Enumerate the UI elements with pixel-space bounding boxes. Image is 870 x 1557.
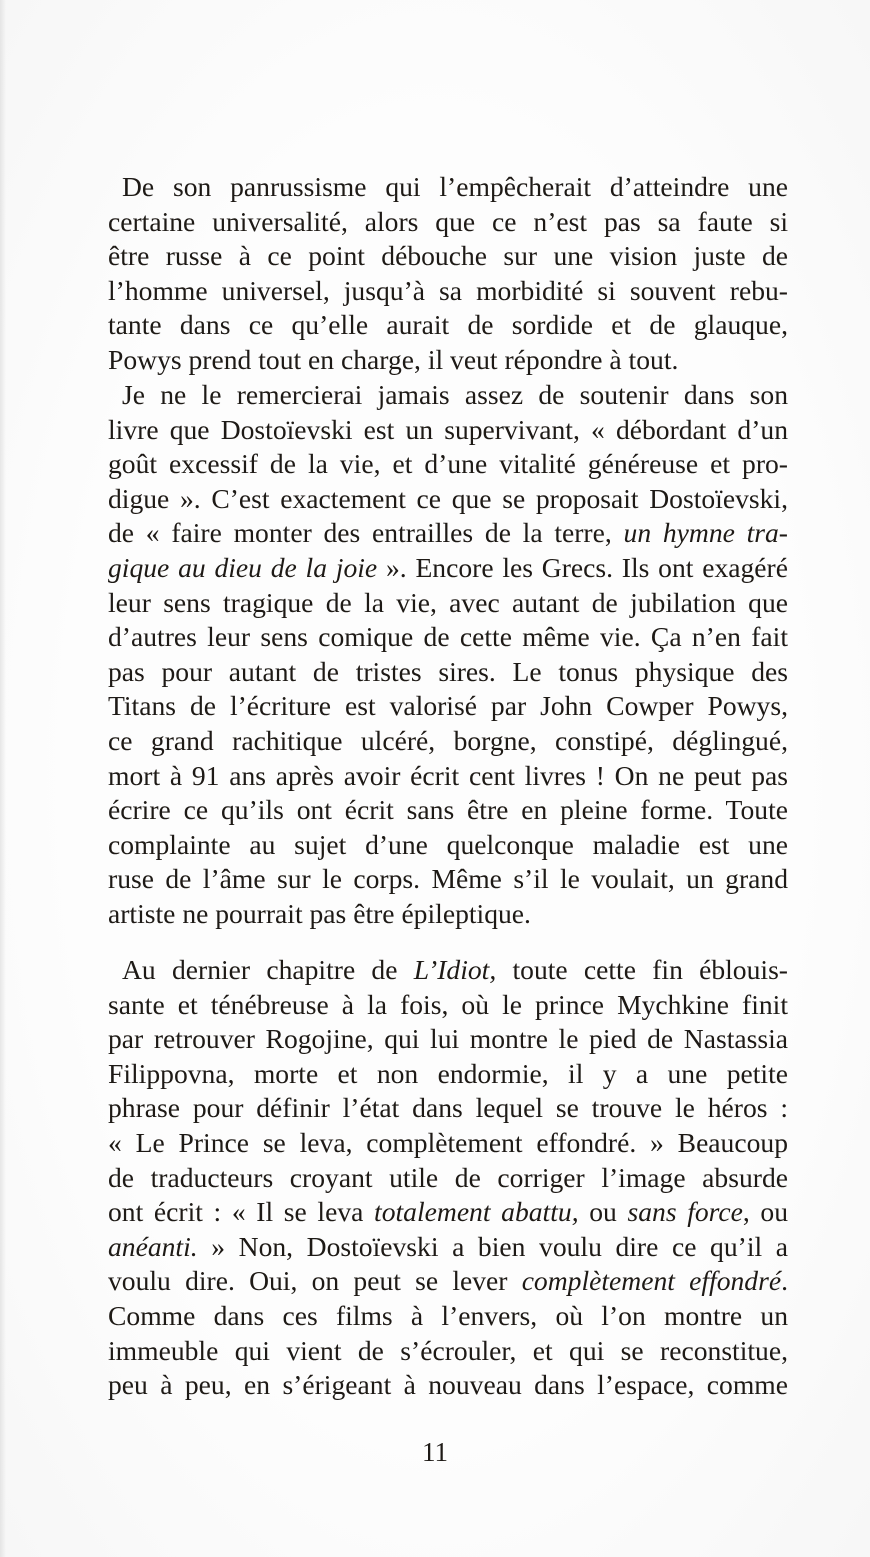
text-line xyxy=(108,378,788,413)
text-line xyxy=(108,1057,788,1092)
text-line xyxy=(108,1299,788,1334)
text-run: peu à peu, en s’érigeant à nouveau dans l’espace, comme xyxy=(108,1369,788,1401)
text-line xyxy=(108,759,788,794)
text-run: Titans de l’écriture est valorisé par John Cowper Powys, xyxy=(108,690,788,722)
text-line xyxy=(108,1022,788,1057)
text-run: , ou xyxy=(742,1196,789,1228)
text-run: digue ». C’est exactement ce que se proposait Dostoïevski, xyxy=(108,482,788,514)
text-run: complainte au sujet d’une quelconque maladie est une xyxy=(108,828,788,860)
italic-text: sans force xyxy=(627,1196,743,1228)
text-run: par retrouver Rogojine, qui lui montre le pied de Nastassia xyxy=(108,1023,788,1055)
text-line xyxy=(108,343,788,378)
text-line xyxy=(108,1230,788,1265)
page-edge-shadow xyxy=(0,0,6,1557)
text-run: de « faire monter des entrailles de la terre, xyxy=(108,517,624,549)
text-run: . xyxy=(781,1265,788,1297)
text-run: toute cette fin éblouis- xyxy=(496,954,788,985)
text-run: ont écrit : « Il se leva xyxy=(108,1196,375,1228)
text-line xyxy=(108,793,788,828)
text-run: » Non, Dostoïevski a bien voulu dire ce qu’il a xyxy=(197,1230,788,1262)
italic-text: un hymne tra- xyxy=(623,517,788,549)
text-run: ou xyxy=(578,1196,628,1228)
text-line xyxy=(108,413,788,448)
text-run: d’autres leur sens comique de cette même vie. Ça n’en fait xyxy=(108,621,788,653)
text-line xyxy=(108,170,788,205)
text-run: être russe à ce point débouche sur une vision juste de xyxy=(108,240,788,272)
text-line xyxy=(108,1334,788,1369)
italic-text: gique au dieu de la joie xyxy=(108,551,378,583)
text-line xyxy=(108,1195,788,1230)
text-run: pas pour autant de tristes sires. Le tonus physique des xyxy=(108,655,788,687)
text-run: immeuble qui vient de s’écrouler, et qui se reconstitue, xyxy=(108,1334,788,1366)
text-line xyxy=(108,655,788,690)
text-line xyxy=(108,205,788,240)
text-line xyxy=(108,1126,788,1161)
text-run: Au dernier chapitre de xyxy=(122,954,414,985)
text-line xyxy=(108,724,788,759)
text-line xyxy=(108,953,788,988)
text-line xyxy=(108,620,788,655)
text-line xyxy=(108,239,788,274)
text-run: sante et ténébreuse à la fois, où le prince Mychkine finit xyxy=(108,988,788,1020)
text-line xyxy=(108,447,788,482)
text-run: ce grand rachitique ulcéré, borgne, constipé, déglingué, xyxy=(108,724,788,756)
italic-text: anéanti. xyxy=(108,1230,198,1262)
text-line xyxy=(108,1368,788,1403)
text-run: Powys prend tout en charge, il veut répondre à tout. xyxy=(108,343,679,375)
page-number: 11 xyxy=(422,1437,448,1467)
text-run: ». Encore les Grecs. Ils ont exagéré xyxy=(377,551,788,583)
text-line xyxy=(108,274,788,309)
text-line xyxy=(108,1161,788,1196)
text-run: livre que Dostoïevski est un supervivant, « débordant d’un xyxy=(108,413,788,445)
text-line xyxy=(108,862,788,897)
text-run: l’homme universel, jusqu’à sa morbidité si souvent rebu- xyxy=(108,274,788,306)
text-run: « Le Prince se leva, complètement effondré. » Beaucoup xyxy=(108,1126,788,1158)
text-line xyxy=(108,308,788,343)
text-line xyxy=(108,1091,788,1126)
text-line xyxy=(108,586,788,621)
text-line xyxy=(108,897,788,932)
text-run: Comme dans ces films à l’envers, où l’on montre un xyxy=(108,1299,788,1331)
text-line xyxy=(108,1264,788,1299)
italic-text: complètement effondré xyxy=(521,1265,782,1297)
text-run: phrase pour définir l’état dans lequel se trouve le héros : xyxy=(108,1092,788,1124)
text-run: Je ne le remercierai jamais assez de soutenir dans son xyxy=(122,379,788,410)
text-line xyxy=(108,516,788,551)
text-run: voulu dire. Oui, on peut se lever xyxy=(108,1265,522,1297)
italic-text: totalement abattu, xyxy=(374,1196,579,1228)
text-run: ruse de l’âme sur le corps. Même s’il le voulait, un grand xyxy=(108,863,788,895)
italic-text: L’Idiot, xyxy=(413,954,497,985)
text-line xyxy=(108,551,788,586)
text-line xyxy=(108,988,788,1023)
paragraph-3 xyxy=(108,953,788,1403)
text-run: tante dans ce qu’elle aurait de sordide et de glauque, xyxy=(108,309,788,341)
text-run: écrire ce qu’ils ont écrit sans être en pleine forme. Toute xyxy=(108,794,788,826)
text-run: certaine universalité, alors que ce n’est pas sa faute si xyxy=(108,205,788,237)
text-line xyxy=(108,828,788,863)
text-run: goût excessif de la vie, et d’une vitalité généreuse et pro- xyxy=(108,448,788,480)
text-line xyxy=(108,482,788,517)
text-run: artiste ne pourrait pas être épileptique. xyxy=(108,897,531,929)
paragraph-1 xyxy=(108,170,788,378)
text-run: de traducteurs croyant utile de corriger l’image absurde xyxy=(108,1161,788,1193)
text-run: De son panrussisme qui l’empêcherait d’atteindre une xyxy=(122,171,788,202)
paragraph-2 xyxy=(108,378,788,932)
text-run: leur sens tragique de la vie, avec autant de jubilation que xyxy=(108,586,788,618)
text-run: mort à 91 ans après avoir écrit cent livres ! On ne peut pas xyxy=(108,759,788,791)
text-run: Filippovna, morte et non endormie, il y a une petite xyxy=(108,1057,788,1089)
text-line xyxy=(108,689,788,724)
